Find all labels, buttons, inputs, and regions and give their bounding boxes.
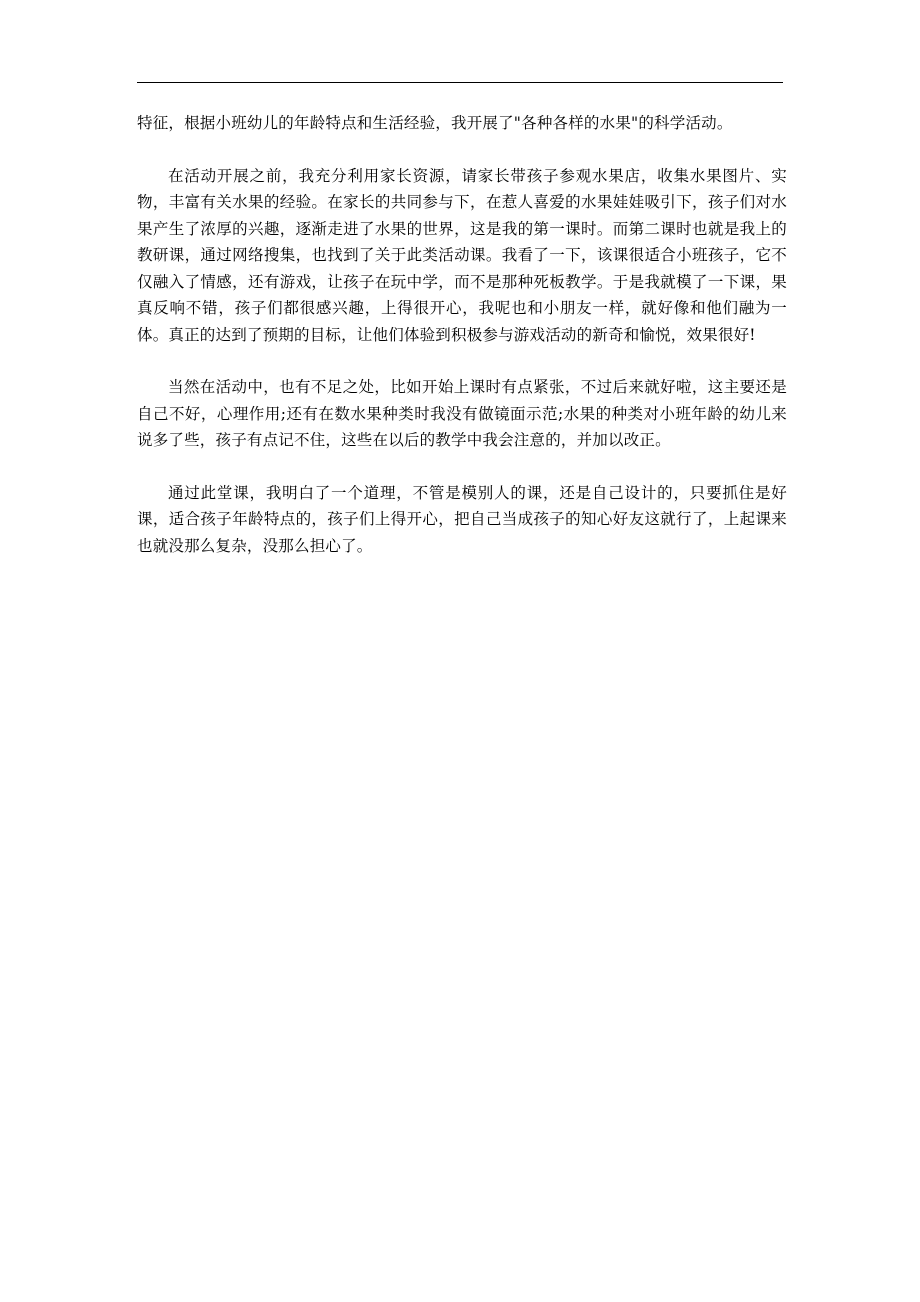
document-body	[137, 110, 787, 559]
paragraph-4: 通过此堂课，我明白了一个道理，不管是模别人的课，还是自己设计的，只要抓住是好课，适合孩子年龄特点的，孩子们上得开心，把自己当成孩子的知心好友这就行了，上起课来也就没那么复杂，没那么担心了。	[137, 483, 787, 555]
header-divider	[137, 82, 783, 83]
paragraph-1: 特征，根据小班幼儿的年龄特点和生活经验，我开展了"各种各样的水果"的科学活动。	[137, 114, 733, 132]
paragraph-2: 在活动开展之前，我充分利用家长资源，请家长带孩子参观水果店，收集水果图片、实物，丰富有关水果的经验。在家长的共同参与下，在惹人喜爱的水果娃娃吸引下，孩子们对水果产生了浓厚的兴趣，逐渐走进了水果的世界，这是我的第一课时。而第二课时也就是我上的教研课，通过网络搜集，也找到了关于此类活动课。我看了一下，该课很适合小班孩子，它不仅融入了情感，还有游戏，让孩子在玩中学，而不是那种死板教学。于是我就模了一下课，果真反响不错，孩子们都很感兴趣，上得很开心，我呢也和小朋友一样，就好像和他们融为一体。真正的达到了预期的目标，让他们体验到积极参与游戏活动的新奇和愉悦，效果很好!	[137, 166, 787, 344]
paragraph-3: 当然在活动中，也有不足之处，比如开始上课时有点紧张，不过后来就好啦，这主要还是自己不好，心理作用;还有在数水果种类时我没有做镜面示范;水果的种类对小班年龄的幼儿来说多了些，孩子有点记不住，这些在以后的教学中我会注意的，并加以改正。	[137, 378, 787, 449]
paragraph-spacer	[137, 348, 787, 374]
paragraph-spacer	[137, 137, 787, 163]
paragraph-spacer	[137, 454, 787, 480]
